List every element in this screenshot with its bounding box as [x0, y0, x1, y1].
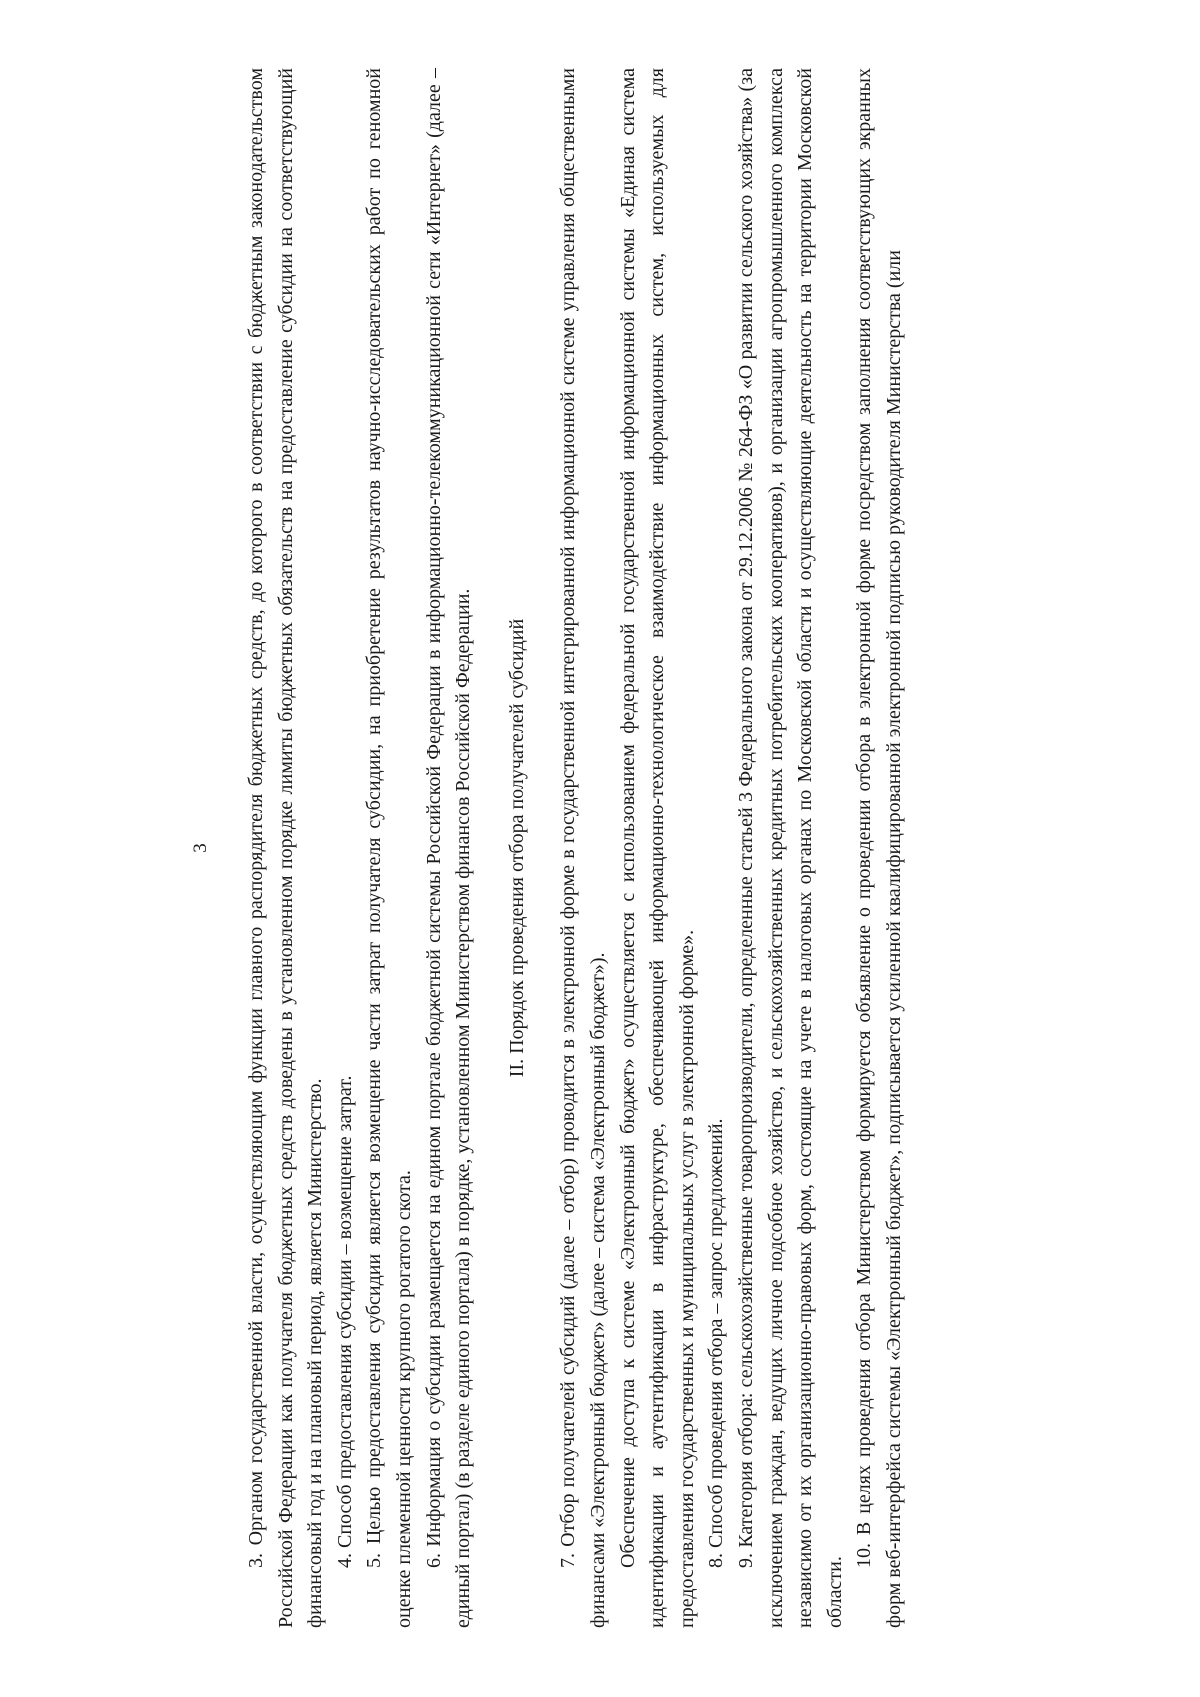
document-body — [242, 68, 909, 1628]
paragraph-8: 8. Способ проведения отбора – запрос предложений. — [705, 1118, 728, 1568]
paragraph-5: 5. Целью предоставления субсидии является возмещение части затрат получателя субсидии, на приобретение результатов научно-исследовательских работ по геномной оценке племенной ценности крупного рогатого скота. — [363, 68, 415, 1628]
paragraph-4: 4. Способ предоставления субсидии – возмещение затрат. — [333, 1075, 356, 1568]
page-number: 3 — [190, 843, 211, 853]
paragraph-9: 9. Категория отбора: сельскохозяйственные товаропроизводители, определенные статьей 3 Федерального закона от 29.12.2006 № 264-ФЗ «О развитии сельского хозяйства» (за исключением граждан, ведущих личное подсобное хозяйство, и сельскохозяйственных кредитных потребительских кооперативов), и организации агропромышленного комплекса независимо от их организационно-правовых форм, состоящие на учете в налоговых органах по Московской области и осуществляющие деятельность на территории Московской области. — [734, 68, 846, 1628]
paragraph-6: 6. Информация о субсидии размещается на едином портале бюджетной системы Российской Федерации в информационно-телекоммуникационной сети «Интернет» (далее – единый портал) (в разделе единого портала) в порядке, установленном Министерством финансов Российской Федерации. — [422, 68, 475, 1628]
paragraph-10: 10. В целях проведения отбора Министерством формируется объявление о проведении отбора в электронной форме посредством заполнения соответствующих экранных форм веб-интерфейса системы «Электронный бюджет», подписывается усиленной квалифицированной электронной подписью руководителя Министерства (или — [853, 68, 905, 1628]
paragraph-7-access: Обеспечение доступа к системе «Электронный бюджет» осуществляется с использованием федеральной государственной информационной системы «Единая система идентификации и аутентификации в инфраструктуре, обеспечивающей информационно-технологическое взаимодействие информационных систем, используемых для предоставления государственных и муниципальных услуг в электронной форме». — [616, 68, 698, 1628]
paragraph-7: 7. Отбор получателей субсидий (далее – отбор) проводится в электронной форме в государственной интегрированной информационной системе управления общественными финансами «Электронный бюджет» (далее – система «Электронный бюджет»). — [557, 68, 609, 1628]
section-heading: II. Порядок проведения отбора получателей субсидий — [505, 618, 528, 1078]
rotated-content — [190, 68, 1010, 1628]
paragraph-3: 3. Органом государственной власти, осуществляющим функции главного распорядителя бюджетных средств, до которого в соответствии с бюджетным законодательством Российской Федерации как получателя бюджетных средств доведены в установленном порядке лимиты бюджетных обязательств на предоставление субсидии на соответствующий финансовый год и на плановый период, является Министерство. — [245, 68, 327, 1628]
